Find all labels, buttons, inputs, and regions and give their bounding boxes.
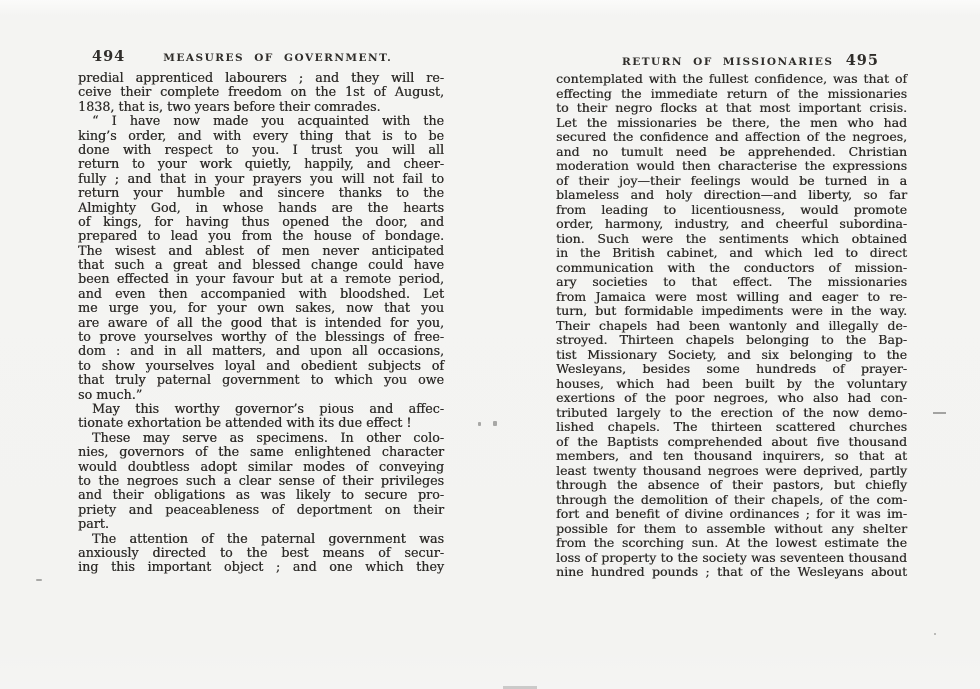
text-line: anxiously directed to the best means of secur- (78, 544, 444, 560)
text-line: fort and benefit of divine ordinances ; for it was im- (556, 506, 907, 521)
text-line: nine hundred pounds ; that of the Wesleyans about (556, 564, 907, 579)
text-line: and no tumult need be apprehended. Christian (556, 143, 907, 159)
text-line: blameless and holy direction—and liberty, so far (556, 187, 907, 202)
text-line: houses, which had been built by the voluntary (556, 375, 907, 391)
text-line: tionate exhortation be attended with its due effect ! (78, 415, 412, 431)
text-line: are aware of all the good that is intended for you, (78, 314, 444, 330)
text-line: predial apprenticed labourers ; and they will re- (78, 70, 444, 85)
text-line: part. (78, 516, 109, 532)
text-line: 1838, that is, two years before their comrades. (78, 98, 381, 114)
text-line: tion. Such were the sentiments which obtained (556, 230, 907, 246)
text-line: of kings, for having thus opened the door, and (78, 213, 444, 229)
text-line: king’s order, and with every thing that is to be (78, 127, 444, 143)
text-line: through the absence of their pastors, but chiefly (556, 477, 907, 492)
text-line: of their joy—their feelings would be turned in a (556, 172, 907, 188)
text-line: ing this important object ; and one which they (78, 559, 444, 575)
page-left-running-header (78, 48, 444, 65)
text-line: Almighty God, in whose hands are the hearts (78, 199, 444, 215)
text-line: through the demolition of their chapels, of the com- (556, 491, 907, 507)
text-line: from leading to licentiousness, would promote (556, 201, 907, 217)
text-line: and their obligations as was likely to secure pro- (78, 487, 444, 503)
running-title-right: RETURN OF MISSIONARIES (622, 56, 834, 68)
text-line: possible for them to assemble without any shelter (556, 520, 907, 536)
scan-speck-right-margin (934, 633, 936, 635)
text-line: loss of property to the society was seventeen thousand (556, 549, 907, 565)
text-line: Wesleyans, besides some hundreds of prayer- (556, 361, 907, 376)
text-line: that such a great and blessed change could have (78, 257, 444, 273)
text-line: Let the missionaries be there, the men who had (556, 114, 907, 130)
text-line: in the British cabinet, and which led to direct (556, 245, 907, 260)
text-line: The attention of the paternal government was (92, 530, 444, 546)
text-line: The wisest and ablest of men never anticipated (78, 242, 444, 258)
text-line: of the Baptists comprehended about five thousand (556, 433, 907, 449)
text-line: fully ; and that in your prayers you will not fail to (78, 170, 444, 186)
text-line: to show yourselves loyal and obedient subjects of (78, 357, 444, 373)
text-line: been effected in your favour but at a remote period, (78, 271, 444, 287)
text-line: Their chapels had been wantonly and illegally de- (556, 317, 907, 333)
text-line: dom : and in all matters, and upon all occasions, (78, 343, 444, 359)
text-line: “ I have now made you acquainted with the (92, 113, 444, 129)
text-line: from Jamaica were most willing and eager to re- (556, 288, 907, 304)
scan-dash-right-margin (933, 412, 946, 414)
page-left-text (78, 71, 444, 575)
text-line: lished chapels. The thirteen scattered churches (556, 419, 907, 434)
text-line: exertions of the poor negroes, who also had con- (556, 390, 907, 405)
text-line: These may serve as specimens. In other colo- (92, 429, 444, 445)
text-line: order, harmony, industry, and cheerful subordina- (556, 216, 907, 231)
text-line: moderation would then characterise the expressions (556, 158, 907, 173)
text-line: turn, but formidable impediments were in the way. (556, 303, 907, 318)
text-line: me urge you, for your own sakes, now that you (78, 300, 444, 316)
text-line: tist Missionary Society, and six belonging to the (556, 346, 907, 362)
scan-speck-left-margin (36, 579, 42, 581)
text-line: return to your work quietly, happily, and cheer- (78, 156, 444, 172)
text-line: communication with the conductors of mission- (556, 259, 907, 275)
text-line: tributed largely to the erection of the now demo- (556, 404, 907, 420)
text-line: members, and ten thousand inquirers, so that at (556, 448, 907, 463)
text-line: May this worthy governor’s pious and affec- (92, 400, 444, 416)
text-line: and even then accompanied with bloodshed. Let (78, 285, 444, 301)
text-line: done with respect to you. I trust you will all (78, 141, 444, 157)
text-line: return your humble and sincere thanks to the (78, 185, 444, 201)
running-title-left: MEASURES OF GOVERNMENT. (163, 52, 393, 64)
text-line: stroyed. Thirteen chapels belonging to the Bap- (556, 332, 907, 347)
text-line: nies, governors of the same enlightened character (78, 444, 444, 460)
text-line: to prove yourselves worthy of the blessings of free- (78, 329, 444, 345)
scan-speck-gutter-1 (478, 422, 481, 426)
page-number-right: 495 (845, 52, 879, 69)
text-line: least twenty thousand negroes were deprived, partly (556, 462, 907, 478)
text-line: priety and peaceableness of deportment on their (78, 501, 444, 517)
text-line: effecting the immediate return of the missionaries (556, 85, 907, 101)
text-line: to their negro flocks at that most important crisis. (556, 100, 907, 115)
text-line: would doubtless adopt similar modes of conveying (78, 458, 444, 474)
page-right-running-header (556, 52, 907, 69)
text-line: ceive their complete freedom on the 1st of August, (78, 84, 444, 100)
text-line: to the negroes such a clear sense of their privileges (78, 472, 444, 488)
text-line: prepared to lead you from the house of bondage. (78, 228, 444, 244)
text-line: contemplated with the fullest confidence, was that of (556, 71, 907, 86)
text-line: secured the confidence and affection of the negroes, (556, 129, 907, 144)
text-line: that truly paternal government to which you owe (78, 372, 444, 388)
text-line: ary societies to that effect. The missionaries (556, 274, 907, 289)
text-line: from the scorching sun. At the lowest estimate the (556, 535, 907, 550)
page-right-text (556, 72, 907, 580)
scan-speck-gutter-2 (493, 421, 497, 426)
text-line: so much.” (78, 386, 143, 402)
page-number-left: 494 (92, 48, 126, 65)
